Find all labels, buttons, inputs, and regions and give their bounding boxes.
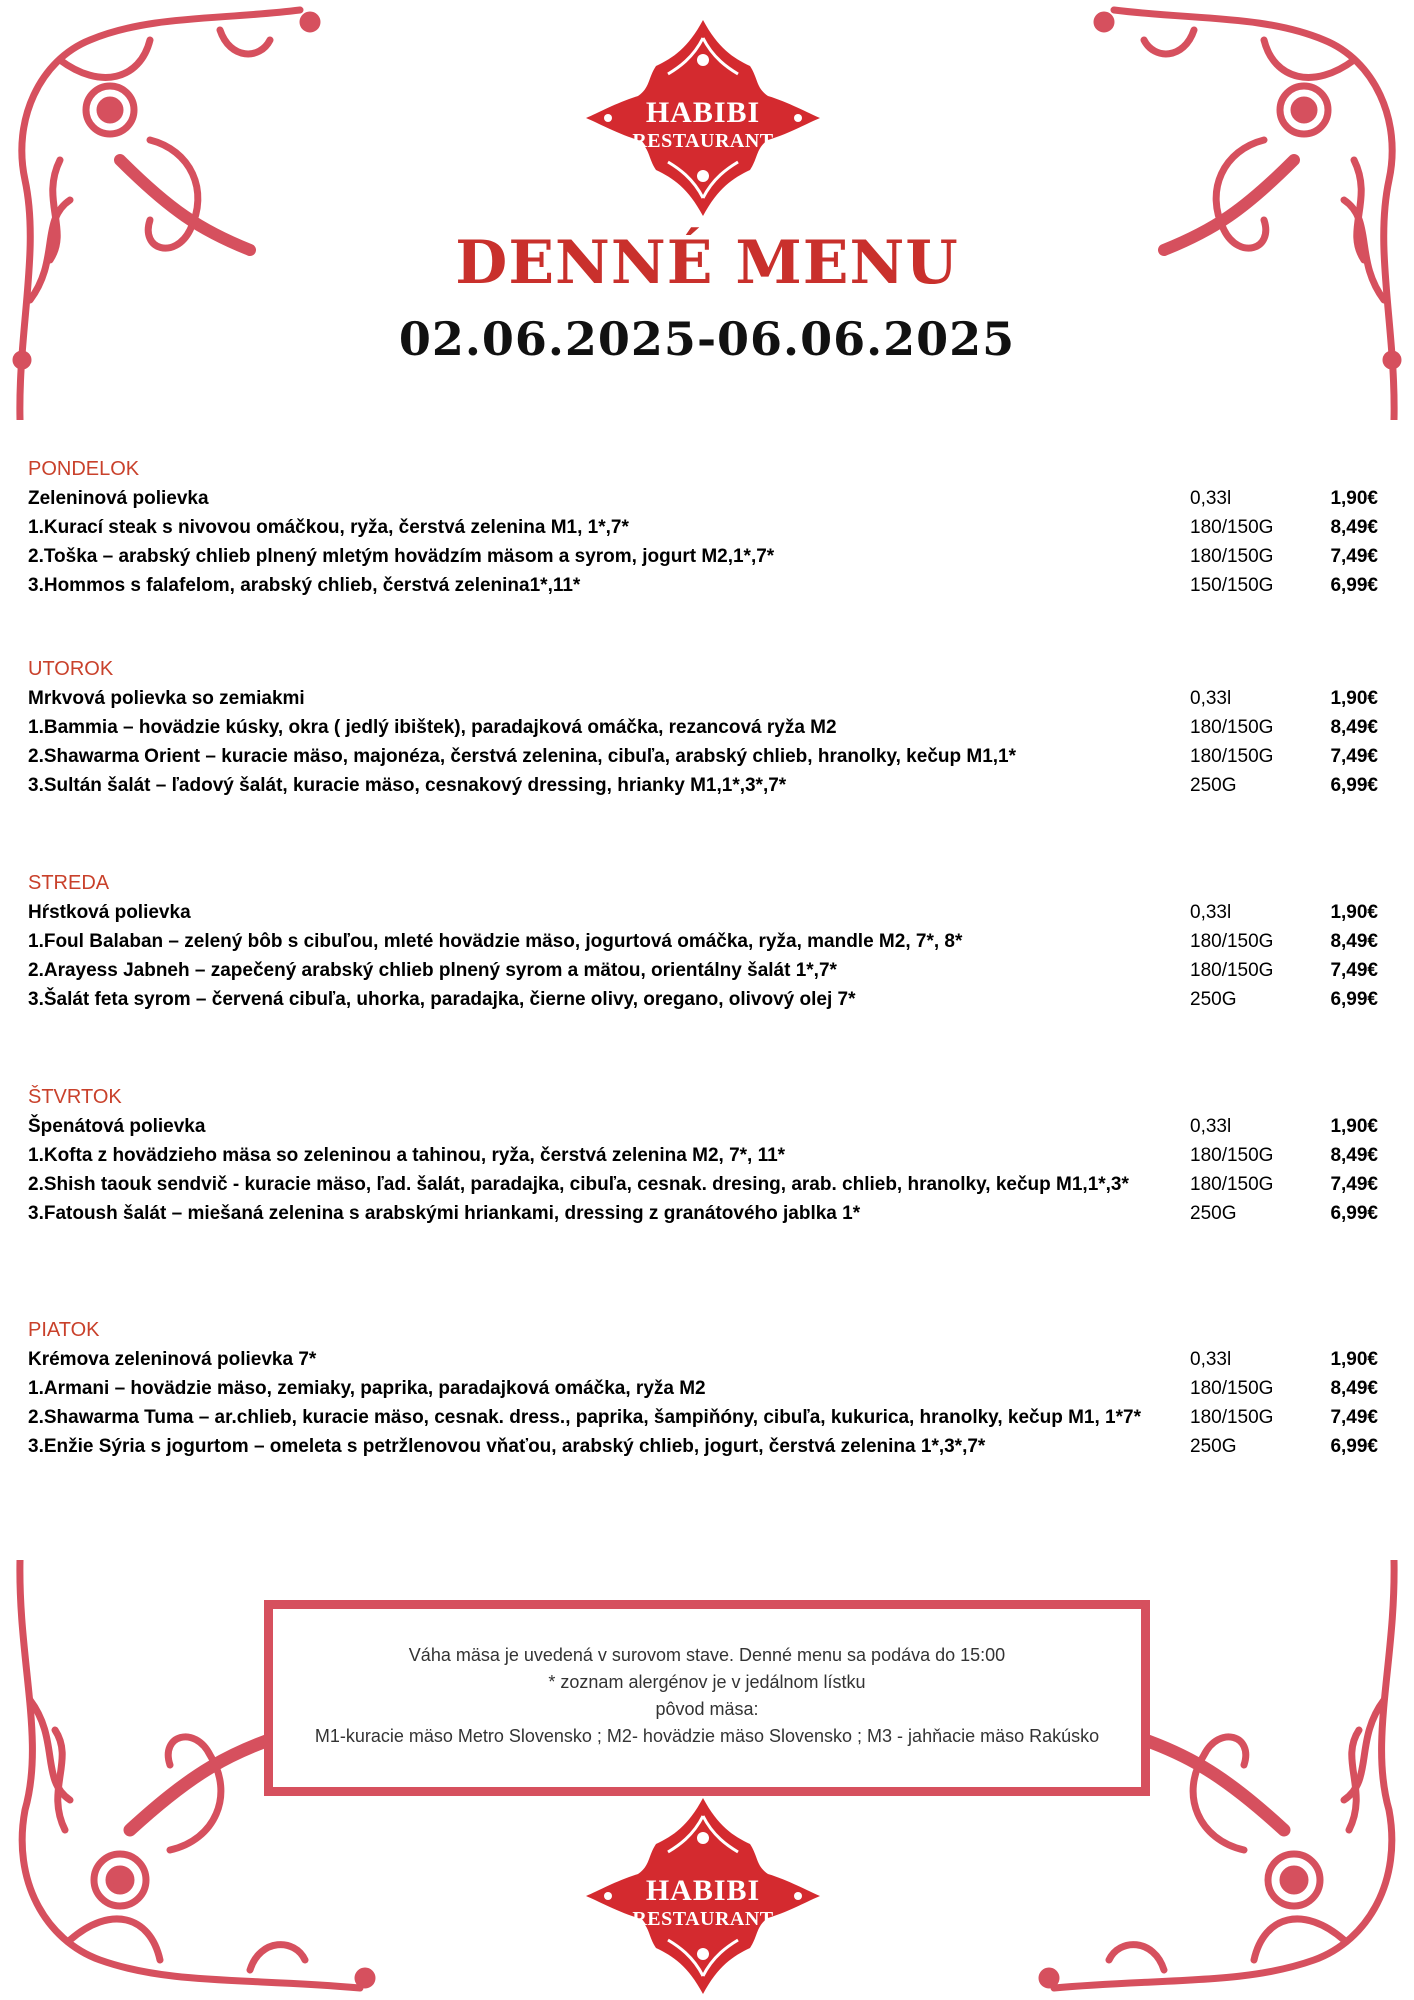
dish-name: 3.Fatoush šalát – miešaná zelenina s arabskými hriankami, dressing z granátového jablka 1*: [28, 1203, 861, 1224]
dish-price: 7,49€: [1330, 1174, 1378, 1195]
dish-weight: 180/150G: [1190, 517, 1274, 538]
notice-line-meat-origin: M1-kuracie mäso Metro Slovensko ; M2- hovädzie mäso Slovensko ; M3 - jahňacie mäso Rakúsko: [314, 1726, 1100, 1746]
dish-price: 6,99€: [1330, 775, 1378, 796]
menu-row: [28, 771, 1386, 800]
menu-row: [28, 1403, 1386, 1432]
menu-row: [28, 742, 1386, 771]
dish-weight: 0,33l: [1190, 902, 1232, 923]
day-section-tuesday: [28, 655, 1386, 800]
day-section-wednesday: [28, 869, 1386, 1014]
dish-weight: 250G: [1190, 1436, 1237, 1457]
dish-name: 1.Kofta z hovädzieho mäsa so zeleninou a tahinou, ryža, čerstvá zelenina M2, 7*, 11*: [28, 1145, 786, 1166]
dish-name: 1.Armani – hovädzie mäso, zemiaky, paprika, paradajková omáčka, ryža M2: [28, 1378, 706, 1399]
dish-weight: 0,33l: [1190, 1116, 1232, 1137]
day-section-thursday: [28, 1083, 1386, 1228]
dish-weight: 150/150G: [1190, 575, 1274, 596]
dish-name: 2.Shawarma Orient – kuracie mäso, majonéza, čerstvá zelenina, cibuľa, arabský chlieb, hranolky, kečup M1,1*: [28, 746, 1017, 767]
dish-price: 8,49€: [1330, 1145, 1378, 1166]
dish-weight: 180/150G: [1190, 1145, 1274, 1166]
menu-row: [28, 898, 1386, 927]
dish-price: 8,49€: [1330, 517, 1378, 538]
date-range: 02.06.2025-06.06.2025: [398, 312, 1016, 366]
dish-price: 1,90€: [1330, 1349, 1378, 1370]
dish-weight: 250G: [1190, 1203, 1237, 1224]
restaurant-logo: [578, 18, 828, 218]
menu-row: [28, 484, 1386, 513]
dish-price: 6,99€: [1330, 989, 1378, 1010]
menu-row: [28, 1432, 1386, 1461]
dish-weight: 180/150G: [1190, 746, 1274, 767]
dish-weight: 0,33l: [1190, 688, 1232, 709]
menu-row: [28, 985, 1386, 1014]
logo-text-restaurant: RESTAURANT: [632, 1908, 774, 1930]
menu-row: [28, 1374, 1386, 1403]
logo-text-restaurant: RESTAURANT: [632, 130, 774, 152]
dish-weight: 180/150G: [1190, 1174, 1274, 1195]
dish-price: 6,99€: [1330, 1436, 1378, 1457]
menu-row: [28, 1112, 1386, 1141]
dish-price: 7,49€: [1330, 1407, 1378, 1428]
logo-text-habibi: HABIBI: [645, 1874, 761, 1907]
dish-name: 1.Kurací steak s nivovou omáčkou, ryža, čerstvá zelenina M1, 1*,7*: [28, 517, 629, 538]
menu-row: [28, 1141, 1386, 1170]
dish-price: 8,49€: [1330, 717, 1378, 738]
dish-name: 2.Arayess Jabneh – zapečený arabský chlieb plnený syrom a mätou, orientálny šalát 1*,7*: [28, 960, 837, 981]
dish-weight: 250G: [1190, 775, 1237, 796]
dish-price: 1,90€: [1330, 488, 1378, 509]
dish-name: 3.Šalát feta syrom – červená cibuľa, uhorka, paradajka, čierne olivy, oregano, olivový olej 7*: [28, 989, 856, 1010]
day-section-monday: [28, 455, 1386, 600]
restaurant-logo-bottom: [578, 1796, 828, 1996]
notice-line-allergens: * zoznam alergénov je v jedálnom lístku: [548, 1672, 866, 1692]
dish-price: 8,49€: [1330, 931, 1378, 952]
dish-weight: 180/150G: [1190, 546, 1274, 567]
day-name: UTOROK: [28, 658, 114, 680]
dish-name: 1.Foul Balaban – zelený bôb s cibuľou, mleté hovädzie mäso, jogurtová omáčka, ryža, mandle M2, 7*, 8*: [28, 931, 963, 952]
menu-row: [28, 571, 1386, 600]
dish-weight: 0,33l: [1190, 488, 1232, 509]
dish-weight: 180/150G: [1190, 960, 1274, 981]
dish-weight: 180/150G: [1190, 717, 1274, 738]
dish-weight: 180/150G: [1190, 1407, 1274, 1428]
notice-line-weight: Váha mäsa je uvedená v surovom stave. Denné menu sa podáva do 15:00: [408, 1645, 1006, 1665]
dish-price: 1,90€: [1330, 902, 1378, 923]
day-name: STREDA: [28, 872, 110, 894]
dish-name: 2.Shawarma Tuma – ar.chlieb, kuracie mäso, cesnak. dress., paprika, šampiňóny, cibuľa, kukurica, hranolky, kečup M1, 1*7*: [28, 1407, 1141, 1428]
dish-name: 3.Hommos s falafelom, arabský chlieb, čerstvá zelenina1*,11*: [28, 575, 581, 596]
notice-box: [264, 1600, 1150, 1796]
menu-row: [28, 1199, 1386, 1228]
dish-weight: 250G: [1190, 989, 1237, 1010]
dish-name: Mrkvová polievka so zemiakmi: [28, 688, 305, 709]
menu-row: [28, 713, 1386, 742]
day-name: PONDELOK: [28, 458, 140, 480]
menu-row: [28, 513, 1386, 542]
page-title: DENNÉ MENU: [455, 228, 959, 298]
dish-name: Špenátová polievka: [28, 1116, 206, 1137]
menu-row: [28, 956, 1386, 985]
day-section-friday: [28, 1316, 1386, 1461]
dish-price: 8,49€: [1330, 1378, 1378, 1399]
menu-row: [28, 542, 1386, 571]
dish-name: Hŕstková polievka: [28, 902, 191, 923]
dish-name: 3.Enžie Sýria s jogurtom – omeleta s petržlenovou vňaťou, arabský chlieb, jogurt, čerstvá zelenina 1*,3*,7*: [28, 1436, 986, 1457]
dish-weight: 0,33l: [1190, 1349, 1232, 1370]
dish-price: 1,90€: [1330, 688, 1378, 709]
dish-name: 1.Bammia – hovädzie kúsky, okra ( jedlý ibištek), paradajková omáčka, rezancová ryža M2: [28, 717, 837, 738]
menu-row: [28, 1170, 1386, 1199]
dish-price: 1,90€: [1330, 1116, 1378, 1137]
dish-price: 7,49€: [1330, 546, 1378, 567]
dish-name: Zeleninová polievka: [28, 488, 209, 509]
menu-row: [28, 684, 1386, 713]
dish-weight: 180/150G: [1190, 1378, 1274, 1399]
dish-price: 6,99€: [1330, 575, 1378, 596]
notice-line-meat-origin-label: pôvod mäsa:: [655, 1699, 759, 1719]
day-name: PIATOK: [28, 1319, 100, 1341]
dish-price: 7,49€: [1330, 746, 1378, 767]
menu-row: [28, 1345, 1386, 1374]
dish-name: 2.Shish taouk sendvič - kuracie mäso, ľad. šalát, paradajka, cibuľa, cesnak. dresing, arab. chlieb, hranolky, kečup M1,1*,3*: [28, 1174, 1129, 1195]
day-name: ŠTVRTOK: [28, 1086, 122, 1108]
dish-name: Krémova zeleninová polievka 7*: [28, 1349, 317, 1370]
dish-name: 2.Toška – arabský chlieb plnený mletým hovädzím mäsom a syrom, jogurt M2,1*,7*: [28, 546, 775, 567]
dish-price: 7,49€: [1330, 960, 1378, 981]
dish-price: 6,99€: [1330, 1203, 1378, 1224]
dish-name: 3.Sultán šalát – ľadový šalát, kuracie mäso, cesnakový dressing, hrianky M1,1*,3*,7*: [28, 775, 787, 796]
dish-weight: 180/150G: [1190, 931, 1274, 952]
logo-text-habibi: HABIBI: [645, 96, 761, 129]
menu-row: [28, 927, 1386, 956]
